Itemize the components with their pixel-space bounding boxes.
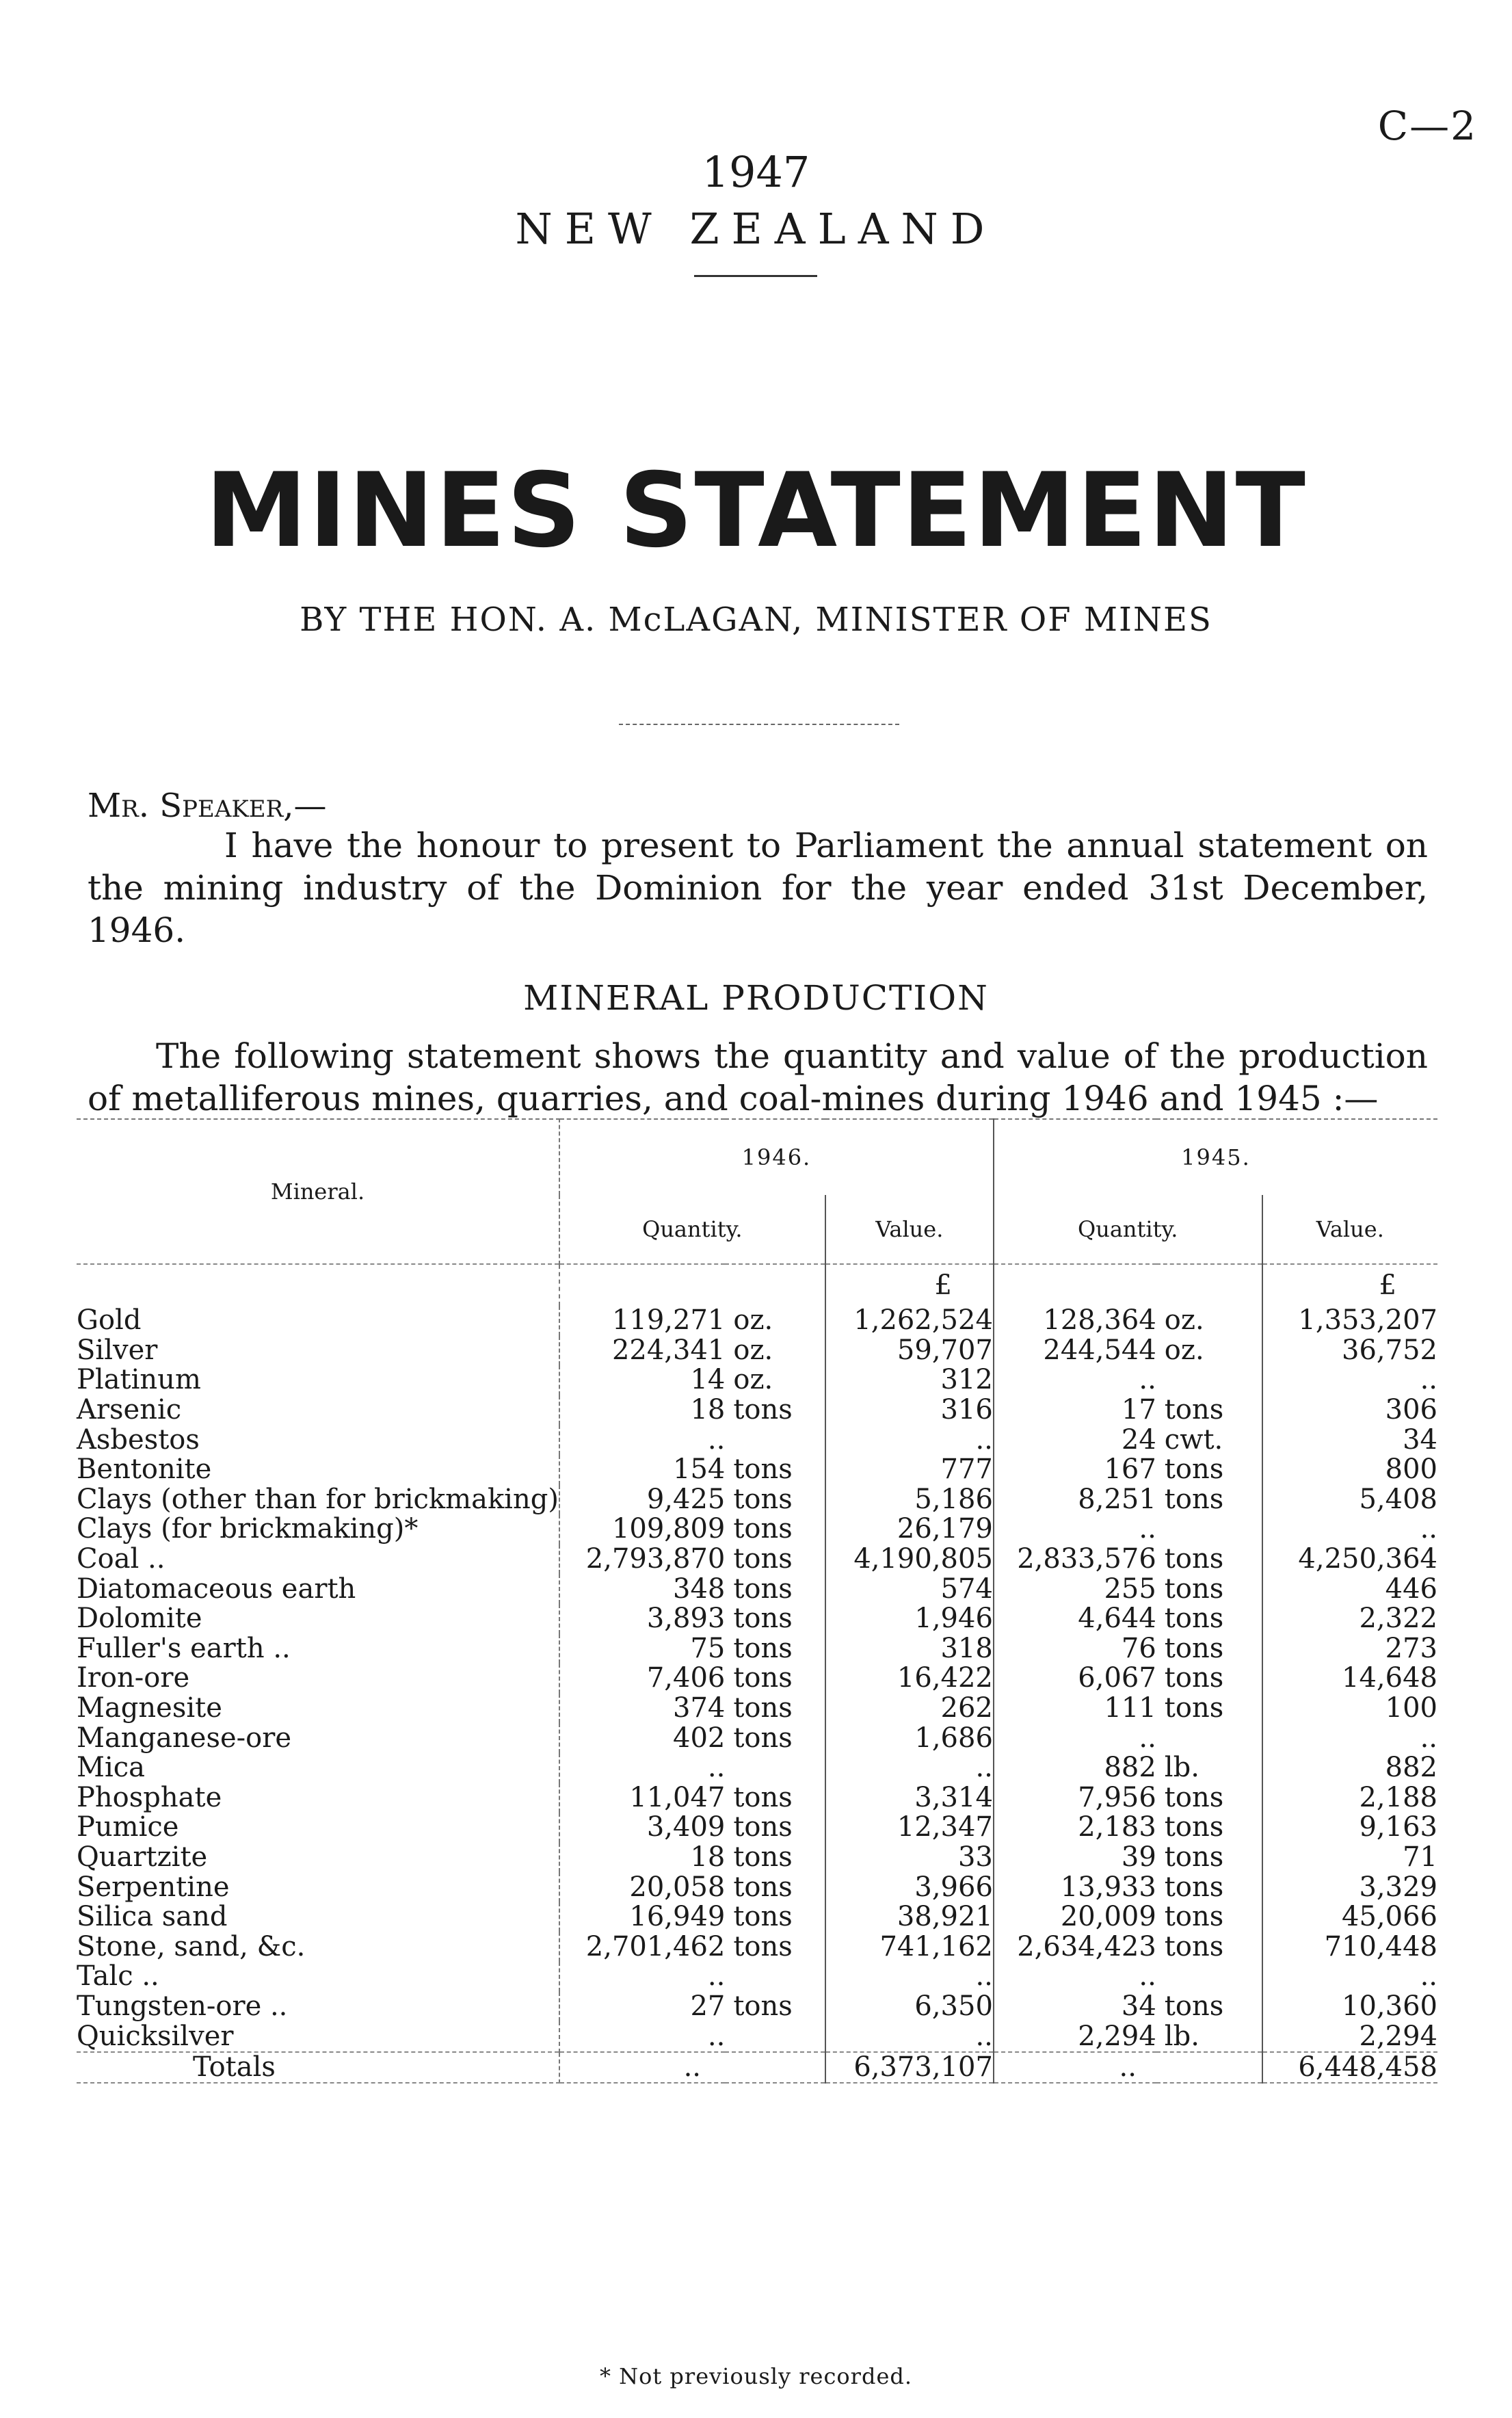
mineral-name: Quartzite [77,1843,559,1873]
unit-1945 [1156,1365,1262,1395]
mineral-name: Arsenic [77,1395,559,1425]
value-1946: 3,966 [825,1872,994,1902]
mineral-name: Coal .. [77,1545,559,1575]
value-1946: 33 [825,1843,994,1873]
unit-1945: oz. [1156,1336,1262,1366]
table-row [77,1694,1437,1724]
mineral-name: Clays (other than for brickmaking) [77,1483,559,1515]
unit-1946: tons [725,1395,825,1425]
quantity-1946: 75 [690,1632,726,1664]
value-1945: 71 [1403,1841,1437,1873]
value-1945: 306 [1385,1394,1437,1426]
value-1945: 14,648 [1342,1662,1437,1694]
value-1946: 1,946 [825,1604,994,1634]
quantity-1946: 3,893 [646,1603,726,1635]
mineral-production-table [77,1118,1437,2084]
unit-1946 [725,1425,825,1455]
value-1945: 5,408 [1359,1483,1437,1515]
value-1945: .. [1420,1722,1437,1754]
unit-1945: tons [1156,1604,1262,1634]
mineral-name: Silica sand [77,1902,559,1932]
value-1946: .. [825,1753,994,1783]
quantity-1946: 18 [690,1841,726,1873]
quantity-1945: 244,544 [1043,1334,1156,1366]
unit-1945: tons [1156,1455,1262,1485]
mineral-name: Pumice [77,1813,559,1843]
table-row [77,1365,1437,1395]
intro-paragraph: I have the honour to present to Parliament the annual statement on the mining industry of the Dominion for the year ended 31st December, 1946. [88,826,1428,950]
unit-1946: oz. [725,1336,825,1366]
value-1945: 36,752 [1342,1334,1437,1366]
quantity-1945: 24 [1121,1423,1156,1456]
mineral-name: Magnesite [77,1694,559,1724]
mineral-name: Talc .. [77,1962,559,1992]
unit-1945: oz. [1156,1306,1262,1336]
unit-1945: tons [1156,1485,1262,1515]
quantity-1945: .. [1139,1722,1156,1754]
value-1946: 5,186 [825,1485,994,1515]
unit-1945: tons [1156,1783,1262,1813]
unit-1946: tons [725,1723,825,1753]
quantity-1945: .. [1139,1513,1156,1545]
section-title: MINERAL PRODUCTION [523,978,989,1018]
totals-value-1946: 6,373,107 [825,2052,994,2084]
unit-1945 [1156,1723,1262,1753]
quantity-1945: 20,009 [1060,1901,1156,1933]
value-1945: 882 [1385,1752,1437,1784]
value-1946: 4,190,805 [825,1545,994,1575]
table-row [77,1664,1437,1694]
value-1945: 710,448 [1324,1930,1437,1962]
quantity-1946: 27 [690,1990,726,2022]
unit-1946: oz. [725,1365,825,1395]
unit-1946: tons [725,1455,825,1485]
unit-1945: lb. [1156,2021,1262,2052]
value-1946: 3,314 [825,1783,994,1813]
table-row [77,1425,1437,1455]
currency-symbol-1945: £ [1379,1269,1396,1301]
value-1946: .. [825,1962,994,1992]
quantity-1946: 20,058 [629,1871,726,1903]
unit-1946 [725,1962,825,1992]
mineral-name: Tungsten-ore .. [77,1992,559,2022]
mineral-name: Serpentine [77,1872,559,1902]
unit-1946: oz. [725,1306,825,1336]
unit-1946: tons [725,1992,825,2022]
column-header-1945: 1945. [994,1119,1437,1195]
value-1945: 45,066 [1342,1901,1437,1933]
unit-1946: tons [725,1545,825,1575]
mineral-name: Stone, sand, &c. [77,1932,559,1962]
mineral-name: Bentonite [77,1455,559,1485]
unit-1946: tons [725,1664,825,1694]
mineral-name: Clays (for brickmaking)* [77,1514,559,1545]
totals-label: Totals [77,2052,559,2084]
mineral-name: Silver [77,1336,559,1366]
column-header-value-1945: Value. [1316,1215,1384,1242]
unit-1945 [1156,1514,1262,1545]
unit-1946: tons [725,1694,825,1724]
quantity-1945: 34 [1121,1990,1156,2022]
quantity-1945: 2,634,423 [1017,1930,1156,1962]
unit-1945: tons [1156,1694,1262,1724]
value-1946: 1,686 [825,1723,994,1753]
unit-1945: tons [1156,1932,1262,1962]
value-1946: 16,422 [825,1664,994,1694]
table-row [77,1455,1437,1485]
column-header-quantity-1945: Quantity. [994,1195,1262,1264]
unit-1946: tons [725,1902,825,1932]
table-row [77,1902,1437,1932]
unit-1946: tons [725,1872,825,1902]
quantity-1945: 17 [1121,1394,1156,1426]
mineral-name: Quicksilver [77,2021,559,2052]
mineral-name: Mica [77,1753,559,1783]
mineral-name: Gold [77,1306,559,1336]
quantity-1945: 4,644 [1078,1603,1156,1635]
quantity-1945: .. [1139,1960,1156,1993]
unit-1945: cwt. [1156,1425,1262,1455]
quantity-1945: 255 [1104,1573,1156,1605]
quantity-1945: 76 [1121,1632,1156,1664]
quantity-1945: 2,294 [1078,2020,1156,2052]
mineral-name: Iron-ore [77,1664,559,1694]
value-1946: 12,347 [825,1813,994,1843]
unit-1946: tons [725,1574,825,1604]
unit-1946: tons [725,1813,825,1843]
value-1945: .. [1420,1513,1437,1545]
value-1945: 273 [1385,1632,1437,1664]
quantity-1946: .. [707,1752,726,1784]
table-row [77,1604,1437,1634]
value-1945: 100 [1385,1692,1437,1724]
value-1945: .. [1420,1364,1437,1396]
quantity-1945: 111 [1104,1692,1156,1724]
table-row [77,1962,1437,1992]
value-1945: 3,329 [1359,1871,1437,1903]
unit-1945: tons [1156,1843,1262,1873]
value-1945: 1,353,207 [1298,1304,1437,1337]
quantity-1946: 14 [690,1364,726,1396]
mineral-name: Diatomaceous earth [77,1574,559,1604]
table-row [77,1783,1437,1813]
quantity-1946: 7,406 [646,1662,726,1694]
unit-1945: tons [1156,1545,1262,1575]
quantity-1946: .. [707,1960,726,1993]
value-1945: 9,163 [1359,1811,1437,1843]
value-1946: 1,262,524 [825,1306,994,1336]
value-1946: 262 [825,1694,994,1724]
mineral-name: Dolomite [77,1604,559,1634]
table-row [77,1992,1437,2022]
quantity-1945: 7,956 [1078,1781,1156,1813]
totals-row [77,2052,1437,2084]
quantity-1946: 224,341 [611,1334,726,1366]
table-row [77,1723,1437,1753]
quantity-1946: .. [707,1423,726,1456]
title-divider [619,724,899,725]
quantity-1946: 11,047 [629,1781,726,1813]
quantity-1945: 882 [1104,1752,1156,1784]
mineral-name: Fuller's earth .. [77,1634,559,1664]
value-1946: 26,179 [825,1514,994,1545]
table-row [77,1813,1437,1843]
quantity-1945: 2,183 [1078,1811,1156,1843]
page-reference: C—2 [1377,103,1477,149]
table-row [77,1395,1437,1425]
totals-value-1945: 6,448,458 [1262,2052,1437,2084]
table-row [77,1932,1437,1962]
unit-1945: tons [1156,1813,1262,1843]
column-header-1946: 1946. [559,1119,994,1195]
unit-1946: tons [725,1843,825,1873]
quantity-1946: 374 [673,1692,726,1724]
mineral-name: Asbestos [77,1425,559,1455]
quantity-1946: 2,701,462 [585,1930,726,1962]
value-1946: 316 [825,1395,994,1425]
quantity-1945: 8,251 [1078,1483,1156,1515]
quantity-1946: 3,409 [646,1811,726,1843]
unit-1946: tons [725,1604,825,1634]
value-1946: 59,707 [825,1336,994,1366]
table-row [77,1753,1437,1783]
column-header-value-1946: Value. [825,1195,994,1264]
header-rule [694,275,817,277]
section-paragraph: The following statement shows the quantity and value of the production of metalliferous mines, quarries, and coal-mines during 1946 and 1945 :— [88,1036,1428,1118]
country-heading: NEW ZEALAND [515,204,997,254]
quantity-1945: 2,833,576 [1017,1543,1156,1575]
table-row [77,1485,1437,1515]
value-1945: .. [1420,1960,1437,1993]
quantity-1946: 109,809 [611,1513,726,1545]
value-1946: .. [825,2021,994,2052]
unit-1946: tons [725,1514,825,1545]
unit-1946: tons [725,1932,825,1962]
unit-1945: tons [1156,1872,1262,1902]
page-title: MINES STATEMENT [205,451,1307,570]
value-1946: 574 [825,1574,994,1604]
quantity-1946: 18 [690,1394,726,1426]
quantity-1946: 9,425 [646,1483,726,1515]
unit-1946 [725,1753,825,1783]
value-1946: 741,162 [825,1932,994,1962]
unit-1946: tons [725,1485,825,1515]
table-row [77,1336,1437,1366]
value-1946: 777 [825,1455,994,1485]
page-subtitle: BY THE HON. A. McLAGAN, MINISTER OF MINES [300,601,1212,639]
totals-quantity-1945: .. [994,2052,1262,2084]
value-1946: .. [825,1425,994,1455]
value-1946: 6,350 [825,1992,994,2022]
quantity-1945: 39 [1121,1841,1156,1873]
value-1945: 2,322 [1359,1603,1437,1635]
quantity-1946: 154 [673,1454,726,1486]
salutation: Mr. Speaker,— [88,787,327,825]
value-1945: 2,294 [1359,2020,1437,2052]
totals-quantity-1946: .. [559,2052,825,2084]
unit-1946 [725,2021,825,2052]
mineral-name: Phosphate [77,1783,559,1813]
column-header-quantity-1946: Quantity. [559,1195,825,1264]
unit-1945: tons [1156,1902,1262,1932]
unit-1946: tons [725,1634,825,1664]
unit-1945: tons [1156,1664,1262,1694]
table-row [77,1306,1437,1336]
footnote: * Not previously recorded. [599,2363,913,2389]
quantity-1946: 16,949 [629,1901,726,1933]
document-year: 1947 [702,147,810,197]
table-row [77,1574,1437,1604]
unit-1945: tons [1156,1634,1262,1664]
quantity-1946: .. [707,2020,726,2052]
value-1945: 800 [1385,1454,1437,1486]
unit-1945 [1156,1962,1262,1992]
unit-1945: tons [1156,1395,1262,1425]
quantity-1946: 119,271 [611,1304,726,1337]
value-1945: 446 [1385,1573,1437,1605]
value-1946: 318 [825,1634,994,1664]
quantity-1946: 402 [673,1722,726,1754]
mineral-name: Platinum [77,1365,559,1395]
unit-1945: tons [1156,1992,1262,2022]
table-row [77,2021,1437,2052]
unit-1945: tons [1156,1574,1262,1604]
quantity-1945: 167 [1104,1454,1156,1486]
quantity-1945: 128,364 [1043,1304,1156,1337]
table-row [77,1843,1437,1873]
quantity-1946: 2,793,870 [585,1543,726,1575]
value-1945: 2,188 [1359,1781,1437,1813]
quantity-1945: 6,067 [1078,1662,1156,1694]
unit-1946: tons [725,1783,825,1813]
table-row [77,1872,1437,1902]
column-header-mineral: Mineral. [77,1119,559,1264]
value-1946: 38,921 [825,1902,994,1932]
table-row [77,1545,1437,1575]
quantity-1945: 13,933 [1060,1871,1156,1903]
table-row [77,1634,1437,1664]
unit-1945: lb. [1156,1753,1262,1783]
mineral-name: Manganese-ore [77,1723,559,1753]
value-1946: 312 [825,1365,994,1395]
table-row [77,1514,1437,1545]
quantity-1946: 348 [673,1573,726,1605]
currency-symbol-1946: £ [934,1269,952,1301]
value-1945: 4,250,364 [1298,1543,1437,1575]
value-1945: 10,360 [1342,1990,1437,2022]
quantity-1945: .. [1139,1364,1156,1396]
value-1945: 34 [1403,1423,1437,1456]
